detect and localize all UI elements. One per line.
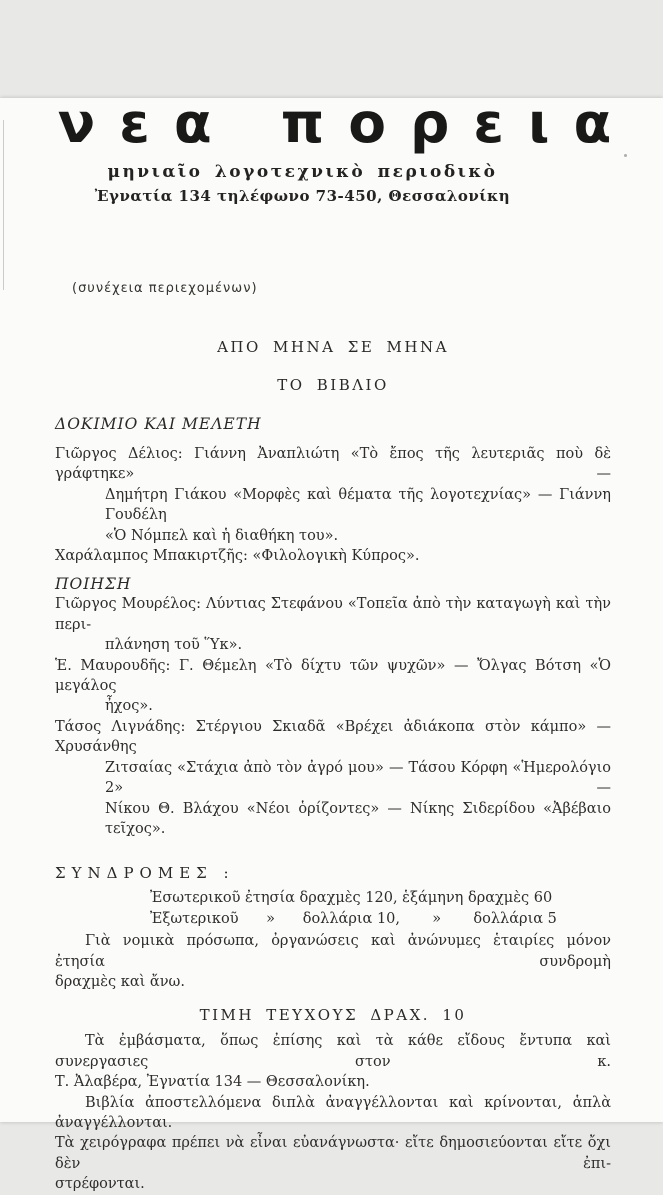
heading-the-book: ΤΟ ΒΙΒΛΙΟ: [277, 376, 389, 394]
poetry-line: πλάνηση τοῦ Ὕκ».: [105, 637, 243, 654]
notice-line: Βιβλία ἀποστελλόμενα διπλὰ ἀναγγέλλονται καὶ κρίνονται, ἁπλὰ ἀναγγέλλονται.: [55, 1094, 611, 1131]
essay-line: Χαράλαμπος Μπακιρτζῆς: «Φιλολογικὴ Κύπρος».: [55, 548, 420, 565]
masthead: [0, 91, 663, 205]
scan-artifact-speck: [624, 154, 627, 157]
magazine-logo: νεα πορεια: [57, 91, 636, 155]
poetry-line: Γιῶργος Μουρέλος: Λύντιας Στεφάνου «Τοπεῖα ἀπὸ τὴν καταγωγὴ καὶ τὴν περι-: [55, 596, 611, 633]
notices-section: [55, 1031, 611, 1194]
poetry-line: Ἑ. Μαυρουδῆς: Γ. Θέμελη «Τὸ δίχτυ τῶν ψυχῶν» — Ὄλγας Βότση «Ὁ μεγάλος: [55, 657, 611, 695]
magazine-address: Ἐγνατία 134 τηλέφωνο 73-450, Θεσσαλονίκη: [94, 187, 511, 205]
poetry-line: Τάσος Λιγνάδης: Στέργιου Σκιαδᾶ «Βρέχει ἀδιάκοπα στὸν κάμπο» — Χρυσάνθης: [55, 718, 611, 756]
contents-continuation-note: (συνέχεια περιεχομένων): [72, 281, 258, 296]
magazine-subtitle: μηνιαῖο λογοτεχνικὸ περιοδικὸ: [107, 162, 498, 182]
legal-entities-note: [55, 931, 611, 992]
notice-line: Τὰ ἐμβάσματα, ὅπως ἐπίσης καὶ τὰ κάθε εἴδους ἔντυπα καὶ συνεργασιες στον κ.: [55, 1033, 611, 1070]
subscriptions-heading: ΣΥΝΔΡΟΜΕΣ :: [55, 864, 235, 883]
notice-line: Τ. Ἀλαβέρα, Ἐγνατία 134 — Θεσσαλονίκη.: [55, 1074, 370, 1091]
poetry-line: Νίκου Θ. Βλάχου «Νέοι ὁρίζοντες» — Νίκης Σιδερίδου «Ἀβέβαιο τεῖχος».: [105, 800, 611, 837]
legal-note-line: Γιὰ νομικὰ πρόσωπα, ὀργανώσεις καὶ ἀνώνυμες ἑταιρίες μόνον ἐτησία συνδρομὴ: [55, 933, 611, 970]
essay-paragraph: [55, 444, 611, 566]
poetry-paragraph: [55, 594, 611, 839]
subscription-rates: [55, 888, 611, 929]
scan-artifact-line: [3, 120, 4, 290]
essay-section: [55, 414, 611, 566]
subscriptions-section: [55, 863, 611, 992]
essay-line: Δημήτρη Γιάκου «Μορφὲς καὶ θέματα τῆς λογοτεχνίας» — Γιάννη Γουδέλη: [105, 486, 611, 524]
content-column: [55, 281, 611, 1195]
essay-line: «Ὁ Νόμπελ καὶ ἡ διαθήκη του».: [105, 527, 339, 544]
heading-from-month-to-month: ΑΠΟ ΜΗΝΑ ΣΕ ΜΗΝΑ: [217, 338, 449, 356]
essay-section-heading: ΔΟΚΙΜΙΟ ΚΑΙ ΜΕΛΕΤΗ: [55, 415, 262, 433]
poetry-section: [55, 574, 611, 839]
poetry-section-heading: ΠΟΙΗΣΗ: [55, 575, 132, 594]
legal-note-line: δραχμὲς καὶ ἄνω.: [55, 973, 185, 990]
domestic-rate-line: Ἐσωτερικοῦ ἐτησία δραχμὲς 120, ἑξάμηνη δραχμὲς 60: [150, 890, 553, 907]
essay-line: Γιῶργος Δέλιος: Γιάννη Ἀναπλιώτη «Τὸ ἔπος τῆς λευτεριᾶς ποὺ δὲ γράφτηκε» —: [55, 446, 611, 483]
issue-price-heading: ΤΙΜΗ ΤΕΥΧΟΥΣ ΔΡΑΧ. 10: [199, 1006, 467, 1025]
notice-line: Τὰ χειρόγραφα πρέπει νὰ εἶναι εὐανάγνωστα· εἴτε δημοσιεύονται εἴτε ὄχι δὲν ἐπι-: [55, 1135, 611, 1172]
poetry-line: Ζιτσαίας «Στάχια ἀπὸ τὸν ἀγρό μου» — Τάσου Κόρφη «Ἡμερολόγιο 2» —: [105, 759, 611, 797]
magazine-page: [0, 91, 663, 1193]
notice-line: στρέφονται.: [55, 1176, 145, 1193]
foreign-rate-line: Ἐξωτερικοῦ » δολλάρια 10, » δολλάρια 5: [150, 910, 557, 927]
poetry-line: ἦχος».: [105, 698, 153, 715]
